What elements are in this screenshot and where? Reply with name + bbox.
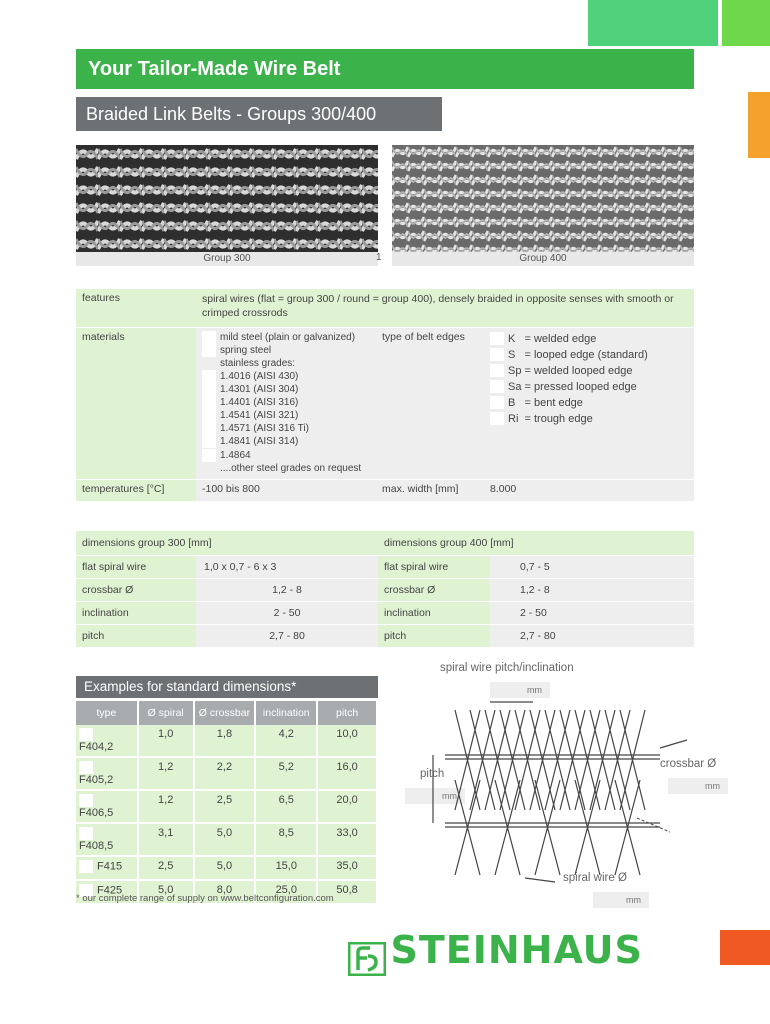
temperatures-value: -100 bis 800: [196, 479, 376, 501]
checkbox[interactable]: [202, 344, 216, 357]
spiral-wire-label: spiral wire Ø: [563, 872, 627, 884]
brand-block-orange: [720, 930, 770, 965]
temperatures-label: temperatures [°C]: [76, 479, 196, 501]
checkbox[interactable]: [79, 860, 93, 873]
edge-item: Sp = welded looped edge: [490, 363, 688, 379]
crossbar-input[interactable]: mm: [668, 778, 728, 794]
table-row: F408,5 3,1 5,0 8,5 33,0: [76, 823, 377, 856]
checkbox[interactable]: [202, 383, 216, 396]
checkbox[interactable]: [202, 422, 216, 435]
checkbox[interactable]: [79, 761, 93, 774]
material-item: 1.4016 (AISI 430): [202, 370, 370, 383]
features-label: features: [76, 289, 196, 327]
material-item: 1.4301 (AISI 304): [202, 383, 370, 396]
table-row: pitch 2,7 - 80: [76, 624, 378, 647]
edge-item: Ri = trough edge: [490, 411, 688, 427]
column-header: Ø spiral: [138, 701, 194, 725]
page-title: Your Tailor-Made Wire Belt: [76, 49, 694, 89]
table-row: inclination 2 - 50: [378, 601, 694, 624]
pitch-inclination-label: spiral wire pitch/inclination: [440, 662, 574, 674]
material-item: mild steel (plain or galvanized): [202, 331, 370, 344]
table-row: inclination 2 - 50: [76, 601, 378, 624]
caption-group-300: Group 300: [76, 252, 378, 266]
caption-group-400: Group 400: [392, 252, 694, 266]
table-row: crossbar Ø 1,2 - 8: [378, 578, 694, 601]
pitch-label: pitch: [420, 768, 445, 780]
photo-group-300: [76, 145, 378, 252]
dimensions-400-table: [378, 531, 694, 648]
material-item: 1.4841 (AISI 314): [202, 435, 370, 448]
checkbox[interactable]: [202, 396, 216, 409]
examples-table: [76, 701, 378, 905]
photo-group-400: [392, 145, 694, 252]
table-row: F406,5 1,2 2,5 6,5 20,0: [76, 790, 377, 823]
checkbox[interactable]: [202, 409, 216, 422]
checkbox[interactable]: [79, 794, 93, 807]
table-row: F425 5,0 8,0 25,0 50,8: [76, 880, 377, 904]
checkbox[interactable]: [202, 370, 216, 383]
material-item: 1.4864: [202, 449, 370, 462]
materials-label: materials: [76, 327, 196, 479]
checkbox[interactable]: [202, 331, 216, 344]
checkbox[interactable]: [490, 332, 504, 345]
pitch-input[interactable]: mm: [405, 788, 465, 804]
material-item: 1.4541 (AISI 321): [202, 409, 370, 422]
edges-label: type of belt edges: [376, 327, 484, 479]
examples-title: Examples for standard dimensions*: [76, 676, 378, 698]
footnote: * our complete range of supply on www.beltconfiguration.com: [76, 893, 334, 904]
checkbox[interactable]: [202, 435, 216, 448]
checkbox[interactable]: [490, 364, 504, 377]
table-row: pitch 2,7 - 80: [378, 624, 694, 647]
materials-row: [76, 327, 694, 479]
edge-item: S = looped edge (standard): [490, 347, 688, 363]
table-row: flat spiral wire 0,7 - 5: [378, 555, 694, 578]
max-width-label: max. width [mm]: [376, 479, 484, 501]
features-text: spiral wires (flat = group 300 / round = group 400), densely braided in opposite senses with smooth or crimped crossrods: [196, 289, 694, 327]
edges-list: [484, 327, 694, 479]
brand-name: STEINHAUS: [390, 928, 643, 972]
checkbox[interactable]: [79, 827, 93, 840]
dimensions-300-header: dimensions group 300 [mm]: [76, 531, 378, 555]
side-block-orange: [748, 92, 770, 158]
edge-item: Sa = pressed looped edge: [490, 379, 688, 395]
checkbox[interactable]: [79, 728, 93, 741]
material-item: spring steel: [202, 344, 370, 357]
caption-divider: 1: [376, 252, 382, 263]
pitch-inclination-input[interactable]: mm: [490, 682, 550, 698]
edge-item: B = bent edge: [490, 395, 688, 411]
checkbox[interactable]: [490, 412, 504, 425]
table-row: flat spiral wire 1,0 x 0,7 - 6 x 3: [76, 555, 378, 578]
corner-block-lime: [722, 0, 770, 46]
max-width-value: 8.000: [484, 479, 694, 501]
materials-list: [196, 327, 376, 479]
brand-logo: [348, 928, 643, 976]
belt-diagram: [425, 700, 690, 890]
specs-table: [76, 289, 694, 501]
checkbox[interactable]: [490, 396, 504, 409]
table-row: F415 2,5 5,0 15,0 35,0: [76, 856, 377, 880]
table-row: F405,2 1,2 2,2 5,2 16,0: [76, 757, 377, 790]
features-row: [76, 289, 694, 327]
table-row: F404,2 1,0 1,8 4,2 10,0: [76, 725, 377, 757]
logo-icon: [348, 942, 386, 976]
checkbox[interactable]: [490, 348, 504, 361]
edge-item: K = welded edge: [490, 331, 688, 347]
spiral-wire-input[interactable]: mm: [593, 892, 649, 908]
column-header: Ø crossbar: [194, 701, 256, 725]
material-item: stainless grades:: [220, 357, 296, 369]
temperature-row: [76, 479, 694, 501]
column-header: type: [76, 701, 138, 725]
column-header: inclination: [255, 701, 317, 725]
material-item: 1.4401 (AISI 316): [202, 396, 370, 409]
column-header: pitch: [317, 701, 377, 725]
examples-header-row: [76, 701, 377, 725]
material-item: ....other steel grades on request: [220, 462, 362, 474]
dimensions-300-table: [76, 531, 378, 648]
dimensions-400-header: dimensions group 400 [mm]: [378, 531, 694, 555]
checkbox[interactable]: [490, 380, 504, 393]
page-subtitle: Braided Link Belts - Groups 300/400: [76, 97, 442, 131]
table-row: crossbar Ø 1,2 - 8: [76, 578, 378, 601]
checkbox[interactable]: [202, 449, 216, 462]
material-item: 1.4571 (AISI 316 Ti): [202, 422, 370, 435]
crossbar-label: crossbar Ø: [660, 758, 717, 770]
corner-block-green: [588, 0, 718, 46]
